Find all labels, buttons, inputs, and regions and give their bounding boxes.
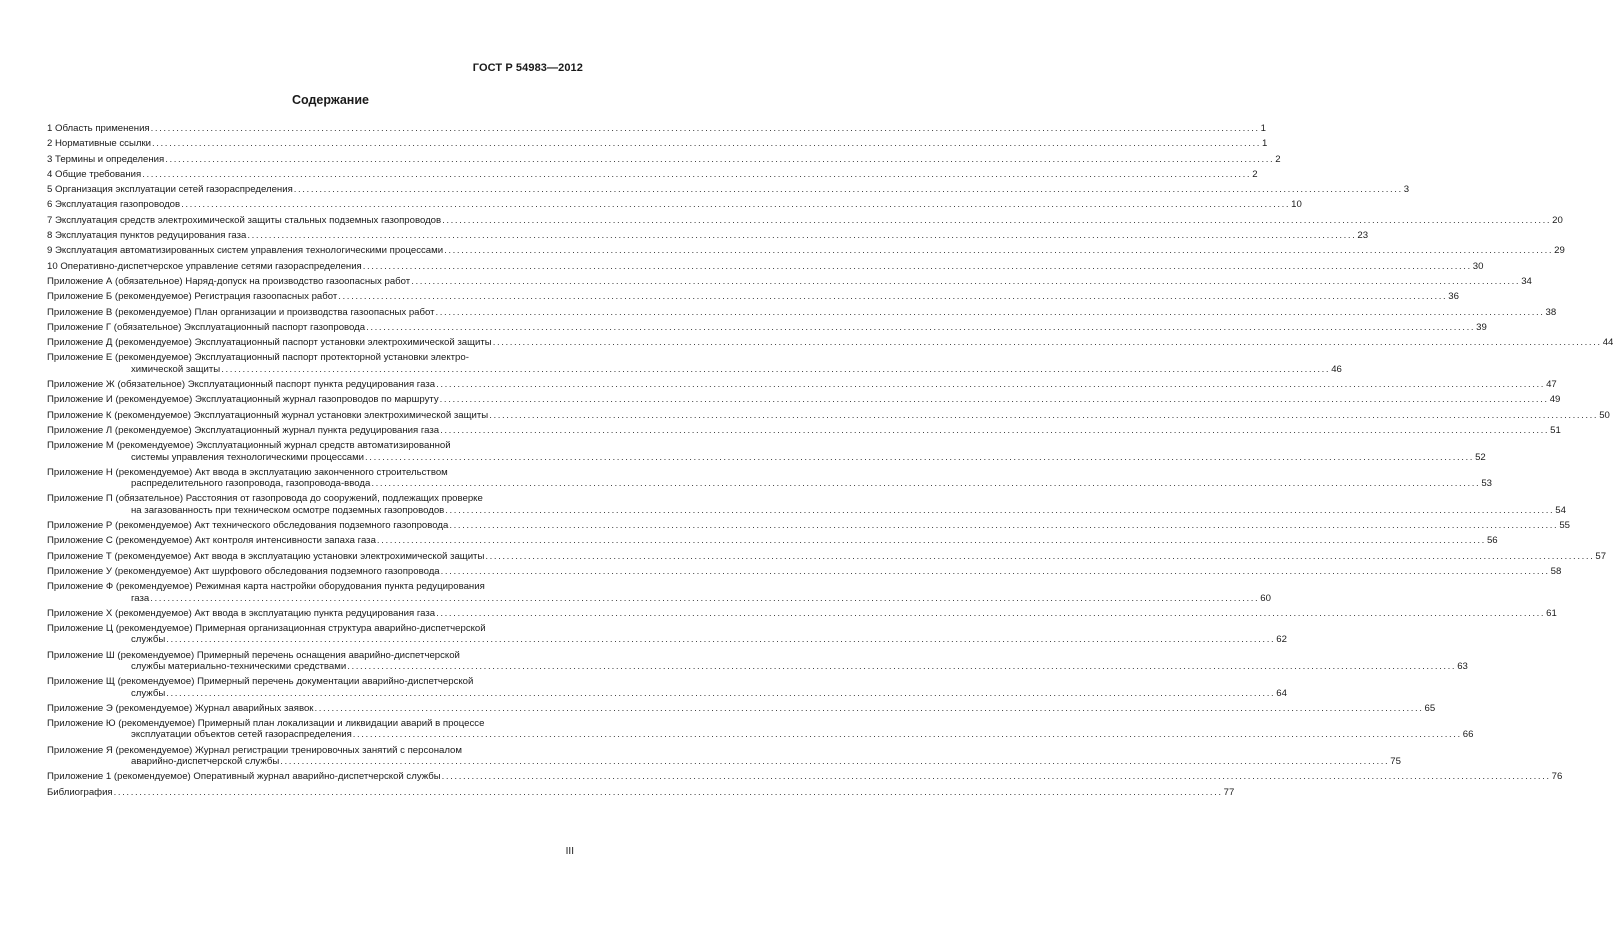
toc-page-number: 2 bbox=[1275, 153, 1281, 165]
toc-entry[interactable] bbox=[47, 336, 1613, 349]
toc-entry-text: на загазованность при техническом осмотре подземных газопроводов bbox=[131, 504, 445, 516]
toc-page-number: 51 bbox=[1550, 424, 1561, 436]
toc-entry[interactable] bbox=[47, 378, 1557, 391]
toc-entry-text: газа bbox=[131, 592, 150, 604]
toc-entry-text: Приложение М (рекомендуемое) Эксплуатационный журнал средств автоматизированной bbox=[47, 440, 451, 452]
dot-leader: .................................................................................................................................................................................................................................................................... bbox=[280, 756, 1390, 768]
toc-entry[interactable] bbox=[47, 424, 1561, 437]
toc-entry[interactable] bbox=[47, 439, 1486, 464]
toc-entry[interactable] bbox=[47, 122, 1266, 135]
toc-entry-text: Приложение Ц (рекомендуемое) Примерная организационная структура аварийно-диспетчерской bbox=[47, 623, 486, 635]
toc-entry-text: Приложение Ф (рекомендуемое) Режимная карта настройки оборудования пункта редуцирования bbox=[47, 581, 485, 593]
toc-page-number: 58 bbox=[1550, 565, 1562, 577]
toc-entry-text: 7 Эксплуатация средств электрохимической защиты стальных подземных газопроводов bbox=[47, 214, 442, 226]
page-title: Содержание bbox=[291, 93, 369, 107]
toc-entry[interactable] bbox=[47, 275, 1532, 288]
dot-leader: .................................................................................................................................................................................................................................................................... bbox=[411, 275, 1521, 287]
toc-entry[interactable] bbox=[47, 786, 1235, 799]
toc-page-number: 62 bbox=[1276, 634, 1287, 646]
toc-entry-text: 5 Организация эксплуатации сетей газораспределения bbox=[47, 184, 293, 196]
toc-entry[interactable] bbox=[47, 649, 1468, 674]
toc-page-number: 46 bbox=[1331, 363, 1342, 375]
toc-page-number: 52 bbox=[1475, 451, 1486, 463]
toc-entry-text: Приложение Д (рекомендуемое) Эксплуатационный паспорт установки электрохимической защиты bbox=[47, 337, 492, 349]
toc-entry[interactable] bbox=[47, 550, 1607, 563]
toc-page-number: 3 bbox=[1403, 184, 1410, 196]
toc-page-number: 20 bbox=[1552, 214, 1563, 226]
dot-leader: .................................................................................................................................................................................................................................................................... bbox=[165, 153, 1275, 165]
dot-leader: .................................................................................................................................................................................................................................................................... bbox=[444, 245, 1554, 257]
toc-page-number: 38 bbox=[1545, 306, 1557, 318]
dot-leader: .................................................................................................................................................................................................................................................................... bbox=[436, 607, 1546, 619]
toc-entry[interactable] bbox=[47, 607, 1557, 620]
toc-entry-text: Приложение Т (рекомендуемое) Акт ввода в эксплуатацию установки электрохимической защиты bbox=[47, 550, 485, 562]
dot-leader: .................................................................................................................................................................................................................................................................... bbox=[247, 230, 1357, 242]
toc-page-number: 44 bbox=[1602, 337, 1613, 349]
dot-leader: .................................................................................................................................................................................................................................................................... bbox=[442, 214, 1552, 226]
toc-entry-text: Приложение Е (рекомендуемое) Эксплуатационный паспорт протекторной установки электро- bbox=[47, 352, 469, 364]
dot-leader: .................................................................................................................................................................................................................................................................... bbox=[142, 168, 1252, 180]
dot-leader: .................................................................................................................................................................................................................................................................... bbox=[150, 123, 1260, 134]
dot-leader: .................................................................................................................................................................................................................................................................... bbox=[150, 592, 1260, 604]
toc-entry-text: службы материально-техническими средствами bbox=[131, 660, 347, 672]
toc-entry-text: Приложение Ж (обязательное) Эксплуатационный паспорт пункта редуцирования газа bbox=[47, 379, 436, 391]
dot-leader: .................................................................................................................................................................................................................................................................... bbox=[362, 260, 1472, 272]
toc-entry[interactable] bbox=[47, 321, 1487, 334]
dot-leader: .................................................................................................................................................................................................................................................................... bbox=[449, 520, 1559, 532]
toc-page-number: 53 bbox=[1481, 478, 1492, 490]
toc-entry-text: Приложение 1 (рекомендуемое) Оперативный журнал аварийно-диспетчерской службы bbox=[47, 771, 441, 783]
dot-leader: .................................................................................................................................................................................................................................................................... bbox=[489, 409, 1599, 421]
toc-entry-text: службы bbox=[131, 634, 166, 646]
toc-page-number: 39 bbox=[1476, 321, 1487, 333]
dot-leader: .................................................................................................................................................................................................................................................................... bbox=[221, 363, 1331, 375]
toc-entry-text: 3 Термины и определения bbox=[47, 153, 165, 165]
toc-page-number: 23 bbox=[1357, 230, 1369, 242]
toc-entry[interactable] bbox=[47, 744, 1401, 769]
dot-leader: .................................................................................................................................................................................................................................................................... bbox=[314, 702, 1424, 714]
toc-entry-text: распределительного газопровода, газопровода-ввода bbox=[131, 478, 371, 490]
toc-entry-text: Приложение Л (рекомендуемое) Эксплуатационный журнал пункта редуцирования газа bbox=[47, 424, 440, 436]
dot-leader: .................................................................................................................................................................................................................................................................... bbox=[366, 321, 1476, 333]
dot-leader: .................................................................................................................................................................................................................................................................... bbox=[492, 337, 1602, 349]
toc-entry-text: Приложение А (обязательное) Наряд-допуск на производство газоопасных работ bbox=[47, 275, 411, 287]
toc-entry[interactable] bbox=[47, 137, 1268, 150]
dot-leader: .................................................................................................................................................................................................................................................................... bbox=[485, 550, 1595, 562]
toc-page-number: 63 bbox=[1457, 660, 1468, 672]
toc-entry[interactable] bbox=[47, 702, 1436, 715]
toc-entry[interactable] bbox=[47, 260, 1484, 273]
table-of-contents bbox=[47, 122, 1613, 801]
dot-leader: .................................................................................................................................................................................................................................................................... bbox=[439, 394, 1549, 406]
toc-entry[interactable] bbox=[47, 534, 1498, 547]
dot-leader: .................................................................................................................................................................................................................................................................... bbox=[445, 504, 1555, 516]
toc-entry-text: Приложение П (обязательное) Расстояния от газопровода до сооружений, подлежащих проверке bbox=[47, 493, 483, 505]
toc-entry[interactable] bbox=[47, 565, 1562, 578]
toc-entry[interactable] bbox=[47, 244, 1565, 257]
toc-page-number: 54 bbox=[1555, 504, 1566, 516]
dot-leader: .................................................................................................................................................................................................................................................................... bbox=[293, 184, 1403, 196]
toc-page-number: 2 bbox=[1252, 168, 1258, 180]
toc-entry-text: Приложение Ш (рекомендуемое) Примерный перечень оснащения аварийно-диспетчерской bbox=[47, 649, 460, 661]
toc-entry-text: аварийно-диспетчерской службы bbox=[131, 756, 280, 768]
toc-entry-text: Приложение В (рекомендуемое) План организации и производства газоопасных работ bbox=[47, 306, 435, 318]
toc-entry-text: системы управления технологическими процессами bbox=[131, 451, 365, 463]
toc-entry[interactable] bbox=[47, 229, 1369, 242]
toc-entry[interactable] bbox=[47, 214, 1563, 227]
dot-leader: .................................................................................................................................................................................................................................................................... bbox=[440, 424, 1550, 436]
dot-leader: .................................................................................................................................................................................................................................................................... bbox=[371, 478, 1481, 490]
toc-entry-text: Приложение Б (рекомендуемое) Регистрация газоопасных работ bbox=[47, 291, 338, 303]
toc-entry[interactable] bbox=[47, 306, 1557, 319]
toc-entry[interactable] bbox=[47, 393, 1561, 406]
toc-page-number: 1 bbox=[1262, 138, 1268, 150]
toc-entry[interactable] bbox=[47, 409, 1610, 422]
dot-leader: .................................................................................................................................................................................................................................................................... bbox=[181, 199, 1291, 211]
toc-page-number: 65 bbox=[1424, 702, 1436, 714]
toc-entry-text: Приложение Г (обязательное) Эксплуатационный паспорт газопровода bbox=[47, 321, 366, 333]
toc-entry[interactable] bbox=[47, 770, 1563, 783]
toc-page-number: 75 bbox=[1390, 756, 1401, 768]
dot-leader: .................................................................................................................................................................................................................................................................... bbox=[376, 535, 1486, 547]
toc-entry[interactable] bbox=[47, 198, 1302, 211]
toc-page-number: 1 bbox=[1260, 123, 1266, 134]
toc-entry[interactable] bbox=[47, 492, 1566, 517]
toc-page-number: 64 bbox=[1276, 687, 1287, 699]
toc-entry-text: 2 Нормативные ссылки bbox=[47, 138, 152, 150]
toc-entry-text: Приложение Х (рекомендуемое) Акт ввода в эксплуатацию пункта редуцирования газа bbox=[47, 607, 436, 619]
toc-entry-text: эксплуатации объектов сетей газораспределения bbox=[131, 729, 352, 741]
toc-page-number: 55 bbox=[1559, 520, 1570, 532]
toc-page-number: 34 bbox=[1521, 275, 1532, 287]
toc-entry-text: Приложение Щ (рекомендуемое) Примерный перечень документации аварийно-диспетчерской bbox=[47, 676, 474, 688]
dot-leader: .................................................................................................................................................................................................................................................................... bbox=[435, 306, 1545, 318]
toc-entry-text: химической защиты bbox=[131, 363, 221, 375]
toc-entry[interactable] bbox=[47, 290, 1459, 303]
toc-entry-text: Библиография bbox=[47, 786, 113, 798]
dot-leader: .................................................................................................................................................................................................................................................................... bbox=[347, 660, 1457, 672]
toc-entry-text: Приложение К (рекомендуемое) Эксплуатационный журнал установки электрохимической защиты bbox=[47, 409, 489, 421]
dot-leader: .................................................................................................................................................................................................................................................................... bbox=[113, 786, 1223, 798]
toc-page-number: 77 bbox=[1223, 786, 1235, 798]
dot-leader: .................................................................................................................................................................................................................................................................... bbox=[166, 634, 1276, 646]
dot-leader: .................................................................................................................................................................................................................................................................... bbox=[441, 771, 1551, 783]
toc-entry[interactable] bbox=[47, 717, 1474, 742]
toc-page-number: 61 bbox=[1546, 607, 1557, 619]
dot-leader: .................................................................................................................................................................................................................................................................... bbox=[166, 687, 1276, 699]
toc-page-number: 56 bbox=[1486, 535, 1498, 547]
dot-leader: .................................................................................................................................................................................................................................................................... bbox=[440, 565, 1550, 577]
toc-entry[interactable] bbox=[47, 675, 1287, 700]
toc-entry-text: Приложение Э (рекомендуемое) Журнал аварийных заявок bbox=[47, 702, 314, 714]
toc-entry-text: 8 Эксплуатация пунктов редуцирования газа bbox=[47, 230, 247, 242]
toc-entry-text: Приложение И (рекомендуемое) Эксплуатационный журнал газопроводов по маршруту bbox=[47, 394, 439, 406]
dot-leader: .................................................................................................................................................................................................................................................................... bbox=[352, 729, 1462, 741]
document-header: ГОСТ Р 54983—2012 bbox=[472, 62, 583, 74]
toc-entry-text: Приложение Я (рекомендуемое) Журнал регистрации тренировочных занятий с персоналом bbox=[47, 744, 462, 756]
toc-entry-text: службы bbox=[131, 687, 166, 699]
toc-page-number: 29 bbox=[1554, 245, 1565, 257]
page-number: III bbox=[565, 846, 574, 857]
toc-entry-text: Приложение У (рекомендуемое) Акт шурфового обследования подземного газопровода bbox=[47, 565, 440, 577]
toc-entry-text: 9 Эксплуатация автоматизированных систем управления технологическими процессами bbox=[47, 245, 444, 257]
toc-page-number: 60 bbox=[1260, 592, 1271, 604]
toc-page-number: 36 bbox=[1448, 291, 1459, 303]
dot-leader: .................................................................................................................................................................................................................................................................... bbox=[338, 291, 1448, 303]
dot-leader: .................................................................................................................................................................................................................................................................... bbox=[365, 451, 1475, 463]
toc-entry-text: Приложение Р (рекомендуемое) Акт технического обследования подземного газопровода bbox=[47, 520, 449, 532]
toc-page-number: 30 bbox=[1472, 260, 1484, 272]
toc-entry[interactable] bbox=[47, 622, 1287, 647]
toc-page-number: 66 bbox=[1462, 729, 1474, 741]
toc-entry-text: 6 Эксплуатация газопроводов bbox=[47, 199, 181, 211]
toc-page-number: 10 bbox=[1291, 199, 1302, 211]
toc-page-number: 76 bbox=[1551, 771, 1563, 783]
toc-entry-text: 1 Область применения bbox=[47, 123, 150, 134]
toc-entry-text: Приложение С (рекомендуемое) Акт контроля интенсивности запаха газа bbox=[47, 535, 376, 547]
toc-entry-text: 4 Общие требования bbox=[47, 168, 142, 180]
toc-entry[interactable] bbox=[47, 580, 1271, 605]
toc-entry[interactable] bbox=[47, 351, 1342, 376]
toc-page-number: 57 bbox=[1595, 550, 1607, 562]
toc-entry[interactable] bbox=[47, 183, 1410, 196]
toc-entry[interactable] bbox=[47, 519, 1570, 532]
toc-entry[interactable] bbox=[47, 466, 1492, 491]
toc-entry-text: Приложение Ю (рекомендуемое) Примерный план локализации и ликвидации аварий в процессе bbox=[47, 718, 485, 730]
dot-leader: .................................................................................................................................................................................................................................................................... bbox=[436, 379, 1546, 391]
dot-leader: .................................................................................................................................................................................................................................................................... bbox=[152, 138, 1262, 150]
toc-page-number: 50 bbox=[1599, 409, 1610, 421]
toc-entry[interactable] bbox=[47, 168, 1258, 181]
toc-page-number: 49 bbox=[1549, 394, 1561, 406]
toc-page-number: 47 bbox=[1546, 379, 1557, 391]
toc-entry[interactable] bbox=[47, 153, 1281, 166]
toc-entry-text: Приложение Н (рекомендуемое) Акт ввода в эксплуатацию законченного строительством bbox=[47, 466, 448, 478]
toc-entry-text: 10 Оперативно-диспетчерское управление сетями газораспределения bbox=[47, 260, 362, 272]
